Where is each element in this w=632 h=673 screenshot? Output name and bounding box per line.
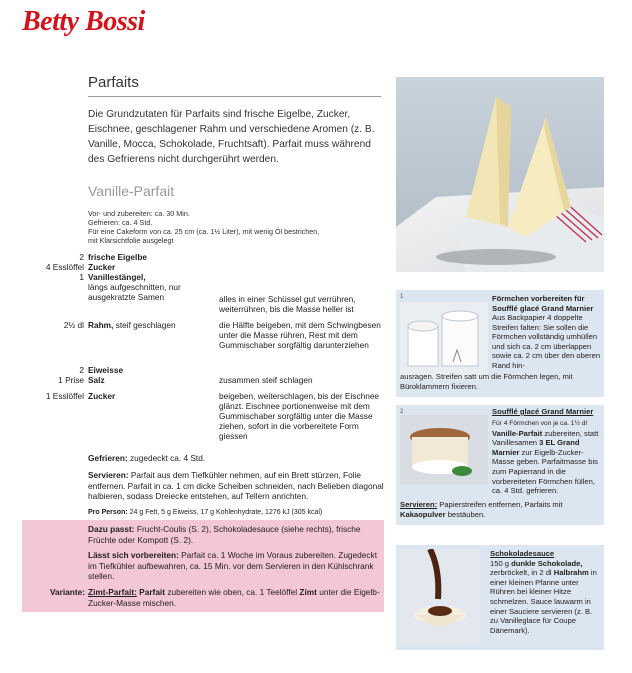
- box2-gm-rest: zur Eigelb-Zucker-Masse geben. Parfaitmasse bis zum Papierrand in die vorbereiteten Förmchen füllen, ca. 4 Std. gefrieren.: [492, 447, 598, 496]
- meta-line: Gefrieren: ca. 4 Std.: [88, 218, 153, 227]
- tip-dazu: [88, 524, 382, 545]
- box3-ing2: Halbrahm: [553, 568, 589, 578]
- ingredient-detail: steif geschlagen: [113, 320, 176, 330]
- ingredient-bold: Salz: [88, 375, 105, 385]
- tips-box: [22, 520, 384, 612]
- ingredient-qty: 1 Esslöffel: [45, 391, 84, 401]
- ingredient-qty: 2½ dl: [63, 320, 84, 330]
- ingredient-bold: Zucker: [88, 262, 116, 272]
- step-number: 2: [400, 409, 404, 415]
- ingredient-bold: Vanillestängel,: [88, 272, 146, 282]
- serve-label: Servieren:: [88, 470, 129, 480]
- tip-dazu-label: Dazu passt:: [88, 524, 135, 534]
- ingredient-bold: Rahm,: [88, 320, 114, 330]
- ingredient-detail: längs aufgeschnitten, nur ausgekratzte Samen: [88, 282, 181, 302]
- box3-ing1-rest: zerbröckelt, in 2 dl: [490, 568, 554, 578]
- step-number: 1: [400, 294, 404, 300]
- box1-text-bottom: ausragen. Streifen satt um die Förmchen legen, mit Büroklammern fixieren.: [400, 372, 573, 391]
- tip-vorbereiten-text: Parfait ca. 1 Woche im Voraus zubereiten. Zugedeckt im Tiefkühler aufbewahren, ca. 15 Min. vor dem Servieren in den Kühlschrank stellen.: [88, 550, 377, 581]
- souffle-photo: [400, 415, 488, 485]
- box2-serve: [400, 500, 600, 519]
- box2-title: [492, 407, 602, 417]
- variante-text: zubereiten wie oben, ca. 1 Teelöffel: [165, 587, 300, 597]
- box2-gm: 3 EL Grand Marnier: [492, 438, 580, 457]
- intro-text: Die Grundzutaten für Parfaits sind frische Eigelbe, Zucker, Eischnee, geschlagener Rahm und verschiedene Aromen (z. B. Vanille, Mocca, Schokolade, Fruchtsaft). Parfait muss während des Gefrierens nicht durchgerührt werden.: [88, 109, 375, 165]
- tip-box-3: [396, 545, 604, 650]
- tip-box-1: [396, 290, 604, 397]
- recipe-meta: [88, 209, 388, 245]
- tip-dazu-text: Frucht-Coulis (S. 2), Schokoladesauce (siehe rechts), frische Früchte oder Kompott (S. 2).: [88, 524, 361, 545]
- meta-line: Vor- und zubereiten: ca. 30 Min.: [88, 209, 190, 218]
- variante-bold: Parfait: [136, 587, 166, 597]
- recipe-title: Vanille-Parfait: [88, 183, 175, 199]
- ingredient-qty: 2: [79, 365, 84, 375]
- step-text: die Hälfte beigeben, mit dem Schwingbesen unter die Masse rühren, Rest mit dem Gummischaber sorgfältig darunterziehen: [219, 320, 381, 350]
- tip-variante: [88, 587, 382, 608]
- variante-label: Variante:: [49, 587, 85, 597]
- nutrition-text: 24 g Fett, 5 g Eiweiss, 17 g Kohlenhydrate, 1276 kJ (305 kcal): [127, 509, 323, 516]
- box2-serve-end: bestäuben.: [445, 509, 486, 519]
- box2-line1: Für 4 Förmchen von je ca. 1½ dl: [492, 420, 587, 427]
- step-text: alles in einer Schüssel gut verrühren, weiterrühren, bis die Masse heller ist: [219, 294, 356, 314]
- ingredient-qty: 4 Esslöffel: [45, 262, 84, 272]
- title-divider: [88, 96, 381, 97]
- box2-vanille-rest: zubereiten, statt Vanillesamen: [492, 428, 599, 448]
- box3-text: [490, 549, 602, 635]
- box3-title: Schokoladesauce: [490, 549, 555, 558]
- box2-title-text: Soufflé glacé Grand Marnier: [492, 407, 594, 416]
- tip-vorbereiten-label: Lässt sich vorbereiten:: [88, 550, 179, 560]
- step-text: beigeben, weiterschlagen, bis der Eischnee glänzt. Eischnee portionenweise mit dem Gummischaber sorgfältig unter die Masse ziehen, sofort in die vorbereitete Form giessen: [219, 391, 380, 441]
- freeze-label: Gefrieren:: [88, 453, 128, 463]
- meta-line: mit Klarsichtfolie ausgelegt: [88, 236, 174, 245]
- nutrition-label: Pro Person:: [88, 509, 128, 516]
- parfait-photo: [396, 77, 604, 272]
- ingredient-name: [88, 375, 216, 385]
- box3-ing1: dunkle Schokolade,: [511, 558, 583, 568]
- tip-vorbereiten: [88, 550, 382, 582]
- ingredient-name: [88, 252, 216, 262]
- box2-serve-label: Servieren:: [400, 500, 438, 509]
- ramekin-photo: [400, 302, 488, 380]
- serve-text: Parfait aus dem Tiefkühler nehmen, auf ein Brett stürzen, Folie entfernen. Parfait in ca. 1 cm dicke Scheiben schneiden, nach Belieben diagonal halbieren, sodass Dreiecke entstehen, auf Tellern anrichten.: [88, 470, 384, 501]
- brand-logo: Betty Bossi: [22, 6, 145, 37]
- ingredient-bold: frische Eigelbe: [88, 252, 148, 262]
- box3-body: in einer kleinen Pfanne unter Rühren bei kleiner Hitze schmelzen. Sauce lauwarm in einer Sauciere servieren (z. B. zu Vanilleglace für Coupe Dänemark).: [490, 568, 597, 635]
- page-title: Parfaits: [88, 74, 139, 91]
- ingredient-name: [88, 391, 216, 401]
- box2-text: [492, 418, 602, 496]
- ingredient-name: [88, 272, 216, 302]
- box1-title-text: Förmchen vorbereiten für Soufflé glacé Grand Marnier: [492, 294, 594, 313]
- freeze-note: [88, 453, 205, 463]
- nutrition-info: [88, 509, 322, 516]
- variante-text-end: unter die Eigelb-Zucker-Masse mischen.: [88, 587, 380, 608]
- freeze-text: zugedeckt ca. 4 Std.: [127, 453, 206, 463]
- ingredient-name: [88, 365, 216, 375]
- variante-name: Zimt-Parfait:: [88, 587, 137, 597]
- step-text: zusammen steif schlagen: [219, 375, 313, 385]
- box1-text-top: Aus Backpapier 4 doppelte Streifen falten: Sie sollen die Förmchen vollständig umhüllen und sich ca. 2 cm überlappen sowie ca. 2 cm über den oberen Rand hin-: [492, 313, 601, 370]
- ingredient-qty: 1: [79, 272, 84, 282]
- ingredient-name: [88, 262, 216, 272]
- ingredient-bold: Zucker: [88, 391, 116, 401]
- ingredient-bold: Eiweisse: [88, 365, 124, 375]
- chocolate-sauce-photo: [400, 549, 480, 645]
- box1-title: [492, 294, 602, 313]
- tip-box-2: [396, 405, 604, 525]
- box3-qty: 150 g: [490, 558, 512, 568]
- box2-serve-text: Papierstreifen entfernen, Parfaits mit: [437, 500, 563, 509]
- variante-zimt: Zimt: [299, 587, 317, 597]
- serve-note: [88, 470, 384, 502]
- ingredient-qty: 1 Prise: [58, 375, 84, 385]
- ingredient-qty: 2: [79, 252, 84, 262]
- box2-vanille: Vanille-Parfait: [492, 428, 543, 438]
- tip-variante-label: [22, 587, 85, 598]
- box2-kakao: Kakaopulver: [400, 509, 446, 519]
- ingredient-name: [88, 320, 216, 330]
- meta-line: Für eine Cakeform von ca. 25 cm (ca. 1½ Liter), mit wenig Öl bestrichen,: [88, 227, 320, 236]
